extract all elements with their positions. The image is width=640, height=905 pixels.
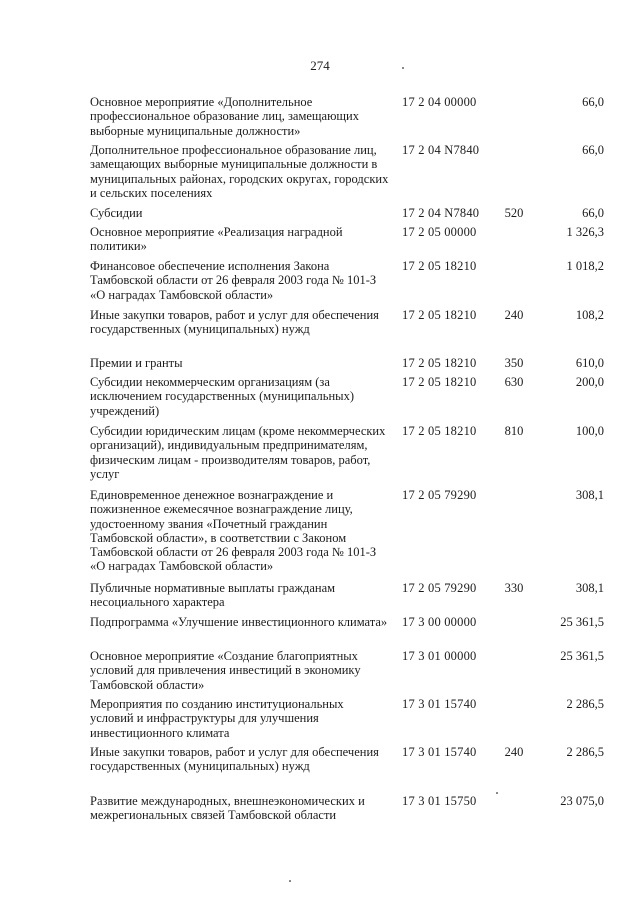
row-name: Финансовое обеспечение исполнения Закона Тамбовской области от 26 февраля 2003 года № 101-З «О наградах Тамбовской области» bbox=[90, 259, 377, 302]
row-amount: 25 361,5 bbox=[560, 615, 604, 629]
row-name: Основное мероприятие «Реализация наградной политики» bbox=[90, 225, 343, 254]
row-vr: 330 bbox=[504, 581, 524, 595]
row-code: 17 3 01 15740 bbox=[402, 745, 477, 759]
row-code: 17 2 05 79290 bbox=[402, 488, 477, 502]
row-code: 17 2 04 00000 bbox=[402, 95, 477, 109]
row-name: Дополнительное профессиональное образование лиц, замещающих выборные муниципальные должности в муниципальных районах, городских округах, городских и сельских поселениях bbox=[90, 143, 389, 200]
row-name: Единовременное денежное вознаграждение и пожизненное ежемесячное вознаграждение лицу, удостоенному звания «Почетный гражданин Тамбовской области», в соответствии с Законом Тамбовской области от 26 февраля 2003 года № 101-З «О наградах Тамбовской области» bbox=[90, 488, 377, 574]
row-amount: 610,0 bbox=[575, 356, 604, 370]
row-amount: 1 018,2 bbox=[566, 259, 604, 273]
row-vr: 240 bbox=[504, 308, 524, 322]
row-amount: 200,0 bbox=[575, 375, 604, 389]
row-amount: 2 286,5 bbox=[566, 697, 604, 711]
row-vr: 630 bbox=[504, 375, 524, 389]
row-name: Основное мероприятие «Создание благоприятных условий для привлечения инвестиций в экономику Тамбовской области» bbox=[90, 649, 361, 692]
row-name: Субсидии bbox=[90, 206, 143, 220]
row-code: 17 2 05 18210 bbox=[402, 424, 477, 438]
row-code: 17 3 01 00000 bbox=[402, 649, 477, 663]
row-amount: 2 286,5 bbox=[566, 745, 604, 759]
row-code: 17 3 00 00000 bbox=[402, 615, 477, 629]
row-name: Иные закупки товаров, работ и услуг для обеспечения государственных (муниципальных) нужд bbox=[90, 745, 379, 774]
scan-speck bbox=[402, 67, 404, 69]
row-name: Иные закупки товаров, работ и услуг для обеспечения государственных (муниципальных) нужд bbox=[90, 308, 379, 337]
page-number: 274 bbox=[310, 58, 330, 73]
row-amount: 308,1 bbox=[575, 488, 604, 502]
row-name: Мероприятия по созданию институциональных условий и инфраструктуры для улучшения инвестиционного климата bbox=[90, 697, 344, 740]
row-code: 17 2 04 N7840 bbox=[402, 143, 480, 157]
row-code: 17 2 04 N7840 bbox=[402, 206, 480, 220]
row-amount: 308,1 bbox=[575, 581, 604, 595]
row-code: 17 2 05 18210 bbox=[402, 375, 477, 389]
row-code: 17 2 05 18210 bbox=[402, 356, 477, 370]
row-name: Субсидии юридическим лицам (кроме некоммерческих организаций), индивидуальным предпринимателям, физическим лицам - производителям товаров, работ, услуг bbox=[90, 424, 386, 481]
row-name: Субсидии некоммерческим организациям (за исключением государственных (муниципальных) учреждений) bbox=[90, 375, 354, 418]
row-vr: 520 bbox=[504, 206, 524, 220]
scan-speck bbox=[496, 792, 498, 794]
row-amount: 23 075,0 bbox=[560, 794, 604, 808]
row-amount: 1 326,3 bbox=[566, 225, 604, 239]
row-name: Премии и гранты bbox=[90, 356, 183, 370]
scan-speck bbox=[289, 880, 291, 882]
row-amount: 66,0 bbox=[582, 206, 604, 220]
row-code: 17 2 05 18210 bbox=[402, 308, 477, 322]
row-name: Развитие международных, внешнеэкономических и межрегиональных связей Тамбовской области bbox=[90, 794, 365, 823]
row-code: 17 3 01 15740 bbox=[402, 697, 477, 711]
row-name: Публичные нормативные выплаты гражданам несоциального характера bbox=[90, 581, 336, 610]
row-code: 17 2 05 79290 bbox=[402, 581, 477, 595]
row-amount: 108,2 bbox=[575, 308, 604, 322]
row-code: 17 2 05 00000 bbox=[402, 225, 477, 239]
row-code: 17 2 05 18210 bbox=[402, 259, 477, 273]
row-name: Основное мероприятие «Дополнительное профессиональное образование лиц, замещающих выборные муниципальные должности» bbox=[90, 95, 359, 138]
row-vr: 240 bbox=[504, 745, 524, 759]
row-vr: 810 bbox=[504, 424, 524, 438]
row-amount: 66,0 bbox=[582, 95, 604, 109]
row-name: Подпрограмма «Улучшение инвестиционного климата» bbox=[90, 615, 388, 629]
row-amount: 25 361,5 bbox=[560, 649, 604, 663]
row-code: 17 3 01 15750 bbox=[402, 794, 477, 808]
row-amount: 66,0 bbox=[582, 143, 604, 157]
row-amount: 100,0 bbox=[575, 424, 604, 438]
row-vr: 350 bbox=[504, 356, 524, 370]
